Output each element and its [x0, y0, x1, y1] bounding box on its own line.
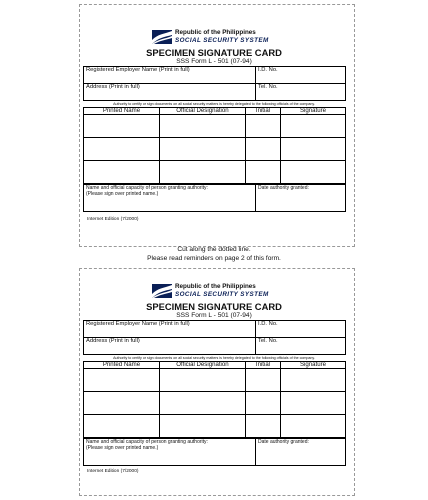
col-official-designation: Official Designation — [160, 108, 246, 115]
authority-table — [83, 184, 346, 212]
form-title: SPECIMEN SIGNATURE CARD — [146, 47, 282, 58]
col-signature: Signature — [281, 362, 346, 369]
signature-cell[interactable] — [281, 415, 346, 438]
signature-card-1 — [83, 28, 345, 222]
col-initial: Initial — [246, 362, 281, 369]
date-granted-label: Date authority granted: — [258, 185, 309, 191]
printed-name-cell[interactable] — [84, 138, 160, 161]
cut-instruction: Cut along the dotted line. — [177, 246, 251, 253]
authority-note: Authority to certify or sign documents on all social security matters is hereby delegated to the following officials of the company. — [113, 102, 315, 106]
address-label: Address (Print in full) — [86, 338, 140, 344]
signature-cell[interactable] — [281, 369, 346, 392]
initial-cell[interactable] — [246, 415, 281, 438]
col-official-designation: Official Designation — [160, 362, 246, 369]
header — [83, 282, 345, 302]
form-number: SSS Form L - 501 (07-94) — [176, 312, 252, 319]
sss-logo-icon — [152, 30, 172, 44]
signature-cell[interactable] — [281, 115, 346, 138]
reminder-instruction: Please read reminders on page 2 of this form. — [147, 255, 281, 262]
granting-authority-field[interactable] — [84, 185, 256, 212]
id-no-label: I.D. No. — [258, 321, 278, 327]
date-granted-label: Date authority granted: — [258, 439, 309, 445]
id-no-label: I.D. No. — [258, 67, 278, 73]
table-row — [84, 369, 346, 392]
republic-text: Republic of the Philippines — [175, 283, 256, 290]
table-row — [84, 392, 346, 415]
signatories-table — [83, 361, 346, 438]
address-label: Address (Print in full) — [86, 84, 140, 90]
initial-cell[interactable] — [246, 115, 281, 138]
initial-cell[interactable] — [246, 369, 281, 392]
date-granted-field[interactable] — [256, 185, 346, 212]
address-field[interactable] — [84, 338, 256, 355]
designation-cell[interactable] — [160, 115, 246, 138]
employer-name-field[interactable] — [84, 67, 256, 84]
employer-name-field[interactable] — [84, 321, 256, 338]
authority-note: Authority to certify or sign documents on all social security matters is hereby delegated to the following officials of the company. — [113, 356, 315, 360]
col-printed-name: Printed Name — [84, 108, 160, 115]
designation-cell[interactable] — [160, 369, 246, 392]
employer-table — [83, 66, 346, 101]
id-no-field[interactable] — [256, 67, 346, 84]
printed-name-cell[interactable] — [84, 369, 160, 392]
granting-authority-note: (Please sign over printed name.) — [86, 191, 159, 197]
address-field[interactable] — [84, 84, 256, 101]
table-row — [84, 138, 346, 161]
tel-no-field[interactable] — [256, 84, 346, 101]
tel-no-label: Tel. No. — [258, 338, 278, 344]
printed-name-cell[interactable] — [84, 415, 160, 438]
form-title: SPECIMEN SIGNATURE CARD — [146, 301, 282, 312]
employer-name-label: Registered Employer Name (Print in full) — [86, 321, 190, 327]
col-printed-name: Printed Name — [84, 362, 160, 369]
printed-name-cell[interactable] — [84, 161, 160, 184]
tel-no-field[interactable] — [256, 338, 346, 355]
id-no-field[interactable] — [256, 321, 346, 338]
initial-cell[interactable] — [246, 392, 281, 415]
sss-logo-icon — [152, 284, 172, 298]
date-granted-field[interactable] — [256, 439, 346, 466]
employer-table — [83, 320, 346, 355]
agency-name: SOCIAL SECURITY SYSTEM — [175, 37, 269, 44]
form-number: SSS Form L - 501 (07-94) — [176, 58, 252, 65]
tel-no-label: Tel. No. — [258, 84, 278, 90]
table-row — [84, 115, 346, 138]
table-row — [84, 161, 346, 184]
designation-cell[interactable] — [160, 415, 246, 438]
signatories-table — [83, 107, 346, 184]
signature-cell[interactable] — [281, 161, 346, 184]
table-row — [84, 415, 346, 438]
edition-text: Internet Edition (7/2000) — [87, 469, 139, 474]
initial-cell[interactable] — [246, 161, 281, 184]
authority-table — [83, 438, 346, 466]
initial-cell[interactable] — [246, 138, 281, 161]
signature-cell[interactable] — [281, 138, 346, 161]
granting-authority-label: Name and official capacity of person granting authority: — [86, 439, 208, 445]
printed-name-cell[interactable] — [84, 392, 160, 415]
republic-text: Republic of the Philippines — [175, 29, 256, 36]
col-signature: Signature — [281, 108, 346, 115]
employer-name-label: Registered Employer Name (Print in full) — [86, 67, 190, 73]
designation-cell[interactable] — [160, 392, 246, 415]
designation-cell[interactable] — [160, 138, 246, 161]
printed-name-cell[interactable] — [84, 115, 160, 138]
granting-authority-note: (Please sign over printed name.) — [86, 445, 159, 451]
agency-name: SOCIAL SECURITY SYSTEM — [175, 291, 269, 298]
header — [83, 28, 345, 48]
granting-authority-field[interactable] — [84, 439, 256, 466]
designation-cell[interactable] — [160, 161, 246, 184]
col-initial: Initial — [246, 108, 281, 115]
signature-card-2 — [83, 282, 345, 474]
edition-text: Internet Edition (7/2000) — [87, 217, 139, 222]
granting-authority-label: Name and official capacity of person granting authority: — [86, 185, 208, 191]
signature-cell[interactable] — [281, 392, 346, 415]
